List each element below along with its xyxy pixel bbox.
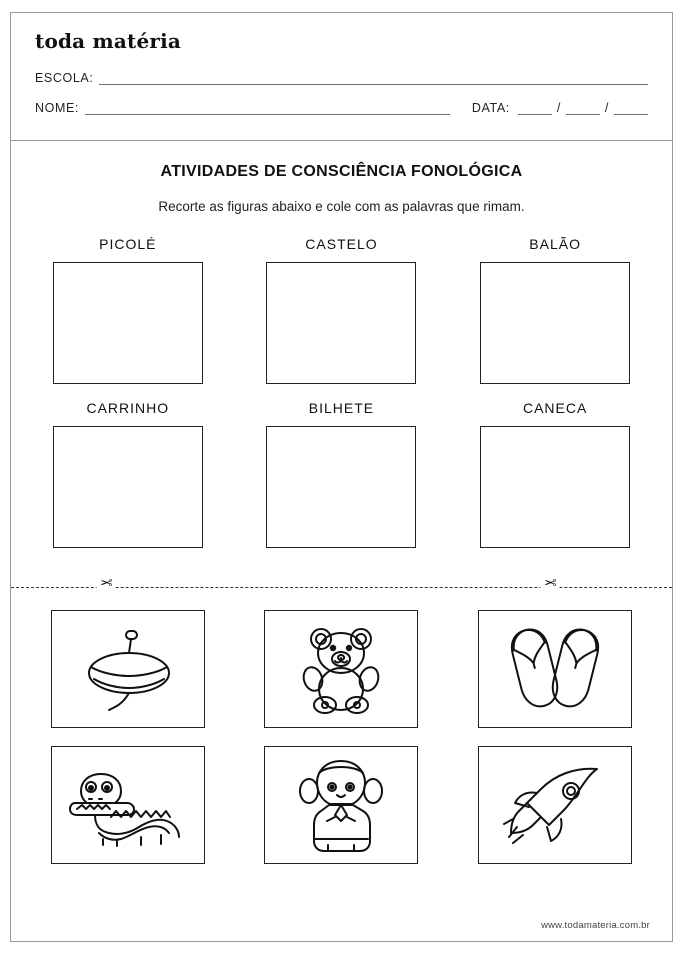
name-input[interactable] bbox=[85, 102, 450, 115]
spinning-top-icon bbox=[72, 623, 184, 715]
word-label: BALÃO bbox=[529, 236, 581, 252]
scissors-icon: ✂ bbox=[97, 576, 116, 591]
instruction-text: Recorte as figuras abaixo e cole com as palavras que rimam. bbox=[158, 199, 525, 214]
date-day-input[interactable] bbox=[518, 102, 552, 115]
word-label: PICOLÉ bbox=[99, 236, 157, 252]
cutout-card[interactable] bbox=[51, 610, 205, 728]
teddy-bear-icon bbox=[291, 621, 391, 717]
page-title: ATIVIDADES DE CONSCIÊNCIA FONOLÓGICA bbox=[160, 163, 523, 180]
word-label: BILHETE bbox=[308, 400, 375, 416]
cut-line-area bbox=[11, 574, 672, 600]
date-group bbox=[472, 101, 648, 115]
school-label: ESCOLA: bbox=[35, 71, 94, 85]
paste-box[interactable] bbox=[266, 262, 416, 384]
word-cell bbox=[266, 400, 416, 560]
worksheet-header bbox=[11, 13, 672, 141]
cutout-card[interactable] bbox=[264, 746, 418, 864]
cutout-card[interactable] bbox=[264, 610, 418, 728]
school-field-row bbox=[35, 71, 648, 85]
doll-icon bbox=[295, 757, 387, 853]
paste-box[interactable] bbox=[480, 262, 630, 384]
rocket-icon bbox=[501, 759, 609, 851]
word-label: CARRINHO bbox=[86, 400, 170, 416]
word-grid bbox=[35, 236, 648, 560]
word-cell bbox=[53, 236, 203, 396]
worksheet-sheet bbox=[10, 12, 673, 942]
flip-flops-icon bbox=[501, 623, 609, 715]
cutout-card[interactable] bbox=[478, 746, 632, 864]
word-cell bbox=[480, 400, 630, 560]
word-cell bbox=[266, 236, 416, 396]
worksheet-content bbox=[11, 141, 672, 560]
word-label: CANECA bbox=[522, 400, 588, 416]
date-label: DATA: bbox=[471, 101, 510, 115]
name-date-field-row bbox=[35, 101, 648, 115]
school-input[interactable] bbox=[99, 72, 648, 85]
cutout-card[interactable] bbox=[478, 610, 632, 728]
paste-box[interactable] bbox=[266, 426, 416, 548]
date-month-input[interactable] bbox=[566, 102, 600, 115]
word-cell bbox=[53, 400, 203, 560]
date-year-input[interactable] bbox=[614, 102, 648, 115]
date-separator-1: / bbox=[556, 101, 561, 115]
cutout-card[interactable] bbox=[51, 746, 205, 864]
paste-box[interactable] bbox=[480, 426, 630, 548]
footer-url: www.todamateria.com.br bbox=[541, 920, 650, 931]
cutout-card-grid bbox=[11, 600, 672, 864]
date-separator-2: / bbox=[604, 101, 609, 115]
crocodile-icon bbox=[65, 761, 191, 849]
paste-box[interactable] bbox=[53, 262, 203, 384]
brand-logo: toda matéria bbox=[35, 29, 182, 53]
name-label: NOME: bbox=[35, 101, 79, 115]
word-label: CASTELO bbox=[305, 236, 378, 252]
scissors-icon: ✂ bbox=[541, 576, 560, 591]
paste-box[interactable] bbox=[53, 426, 203, 548]
word-cell bbox=[480, 236, 630, 396]
